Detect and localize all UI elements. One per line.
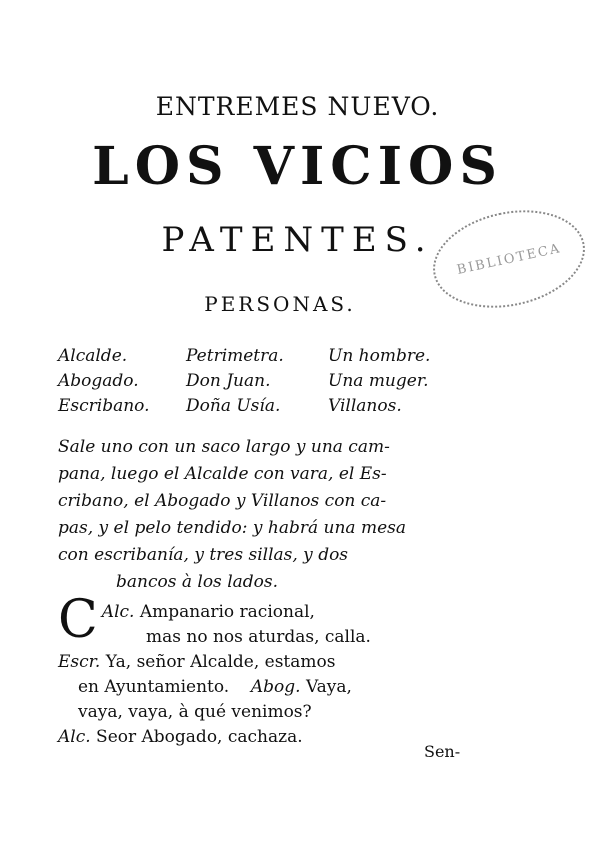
catchword: Sen- — [424, 742, 461, 761]
cast-member: Escribano. — [58, 396, 150, 416]
stage-line: pana, luego el Alcalde con vara, el Es- — [58, 464, 387, 484]
stage-line: Sale uno con un saco largo y una cam- — [58, 437, 390, 457]
verse-text: Seor Abogado, cachaza. — [96, 727, 303, 747]
verse-line — [58, 725, 371, 750]
speaker: Abog. — [250, 677, 301, 697]
cast-member: Petrimetra. — [186, 346, 284, 366]
cast-member: Abogado. — [58, 371, 139, 391]
title-continued: PATENTES. — [161, 220, 434, 260]
stage-line: pas, y el pelo tendido: y habrá una mesa — [58, 518, 407, 538]
verse-text: Ampanario racional, — [139, 602, 315, 622]
stage-direction — [58, 434, 458, 596]
cast-member: Villanos. — [328, 396, 402, 416]
cast-column-1 — [58, 344, 150, 419]
cast-member: Don Juan. — [186, 371, 271, 391]
verse-text: Vaya, — [305, 677, 352, 697]
verse-line — [58, 650, 371, 675]
verse-text: mas no nos aturdas, calla. — [146, 627, 371, 647]
title: LOS VICIOS — [92, 136, 503, 197]
verse-text: vaya, vaya, à qué venimos? — [78, 702, 312, 722]
personas-heading: PERSONAS. — [204, 292, 356, 316]
verse-text: en Ayuntamiento. — [78, 677, 230, 697]
cast-column-3 — [328, 344, 430, 419]
verse-line — [58, 625, 371, 650]
verse-text: Ya, señor Alcalde, estamos — [105, 652, 336, 672]
stage-line: cribano, el Abogado y Villanos con ca- — [58, 491, 387, 511]
stamp-text: BIBLIOTECA — [455, 240, 563, 278]
cast-column-2 — [186, 344, 284, 419]
verse-line — [58, 675, 371, 700]
stage-line: con escribanía, y tres sillas, y dos — [58, 545, 349, 565]
verse-block — [58, 590, 371, 750]
subtitle: ENTREMES NUEVO. — [155, 92, 440, 121]
speaker: Alc. — [101, 602, 135, 622]
cast-member: Una muger. — [328, 371, 429, 391]
stage-line: bancos à los lados. — [116, 572, 279, 592]
cast-member: Alcalde. — [58, 346, 128, 366]
verse-line — [58, 700, 371, 725]
speaker: Alc. — [58, 727, 91, 747]
cast-member: Un hombre. — [328, 346, 431, 366]
cast-member: Doña Usía. — [186, 396, 281, 416]
speaker: Escr. — [58, 652, 101, 672]
drop-cap: C — [58, 590, 98, 650]
